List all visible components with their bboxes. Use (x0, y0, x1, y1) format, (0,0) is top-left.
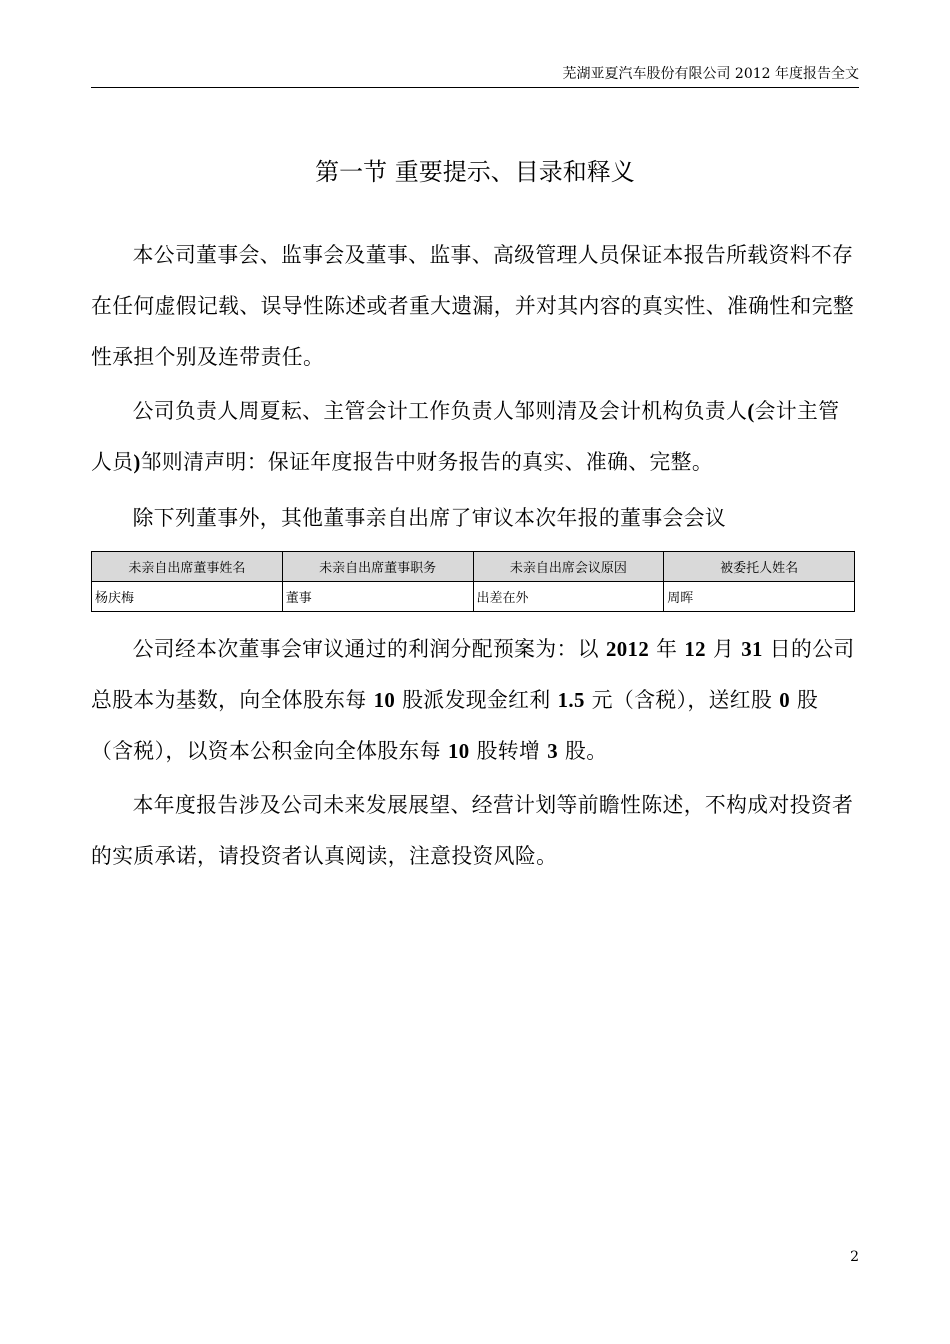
plan-text: 元（含税），送红股 (584, 688, 780, 712)
plan-cash-dividend: 1.5 (557, 689, 585, 712)
forward-looking-disclaimer: 本年度报告涉及公司未来发展展望、经营计划等前瞻性陈述，不构成对投资者的实质承诺，请投资者认真阅读，注意投资风险。 (91, 793, 854, 868)
header-director-position: 未亲自出席董事职务 (282, 552, 473, 582)
plan-text: 年 (649, 637, 685, 661)
header-director-name: 未亲自出席董事姓名 (92, 552, 283, 582)
declaration-paren-close: ) (133, 451, 141, 474)
header-absence-reason: 未亲自出席会议原因 (473, 552, 664, 582)
plan-text: 公司经本次董事会审议通过的利润分配预案为：以 (132, 637, 606, 661)
declaration-text-a: 公司负责人周夏耘、主管会计工作负责人邹则清及会计机构负责人 (132, 399, 748, 423)
plan-per-shares: 10 (373, 689, 396, 712)
plan-per-shares-2: 10 (447, 740, 470, 763)
plan-text: 日的公司总股本为基数，向全体股东每 (91, 637, 855, 712)
cell-proxy-name: 周晖 (664, 582, 855, 612)
cell-absence-reason: 出差在外 (473, 582, 664, 612)
cell-director-name: 杨庆梅 (92, 582, 283, 612)
section-title: 第一节 重要提示、目录和释义 (315, 158, 635, 186)
declaration-paren-open: ( (747, 400, 755, 423)
table-header-row (92, 552, 855, 582)
plan-text: 股派发现金红利 (395, 688, 558, 712)
plan-year: 2012 (605, 638, 650, 661)
absent-directors-table (91, 551, 855, 612)
plan-text: 股。 (558, 739, 608, 763)
plan-transfer-shares: 3 (547, 740, 559, 763)
responsibility-statement: 本公司董事会、监事会及董事、监事、高级管理人员保证本报告所载资料不存在任何虚假记载、误导性陈述或者重大遗漏，并对其内容的真实性、准确性和完整性承担个别及连带责任。 (91, 243, 855, 369)
running-header: 芜湖亚夏汽车股份有限公司 2012 年度报告全文 (562, 66, 859, 82)
declaration-text-c: 会计主管人员 (91, 399, 840, 474)
profit-distribution-plan (91, 624, 859, 777)
declaration-text-e: 邹则清声明：保证年度报告中财务报告的真实、准确、完整。 (140, 450, 714, 474)
plan-bonus-shares: 0 (779, 689, 791, 712)
header-proxy-name: 被委托人姓名 (664, 552, 855, 582)
plan-text: 月 (705, 637, 742, 661)
plan-text: 股（含税），以资本公积金向全体股东每 (91, 688, 819, 763)
plan-month: 12 (684, 638, 706, 661)
attendance-note: 除下列董事外，其他董事亲自出席了审议本次年报的董事会会议 (132, 506, 727, 530)
header-rule (91, 87, 859, 88)
cell-director-position: 董事 (282, 582, 473, 612)
table-row (92, 582, 855, 612)
plan-text: 股转增 (469, 739, 548, 763)
financial-report-declaration (91, 386, 859, 488)
page-number: 2 (850, 1249, 859, 1265)
plan-day: 31 (741, 638, 763, 661)
